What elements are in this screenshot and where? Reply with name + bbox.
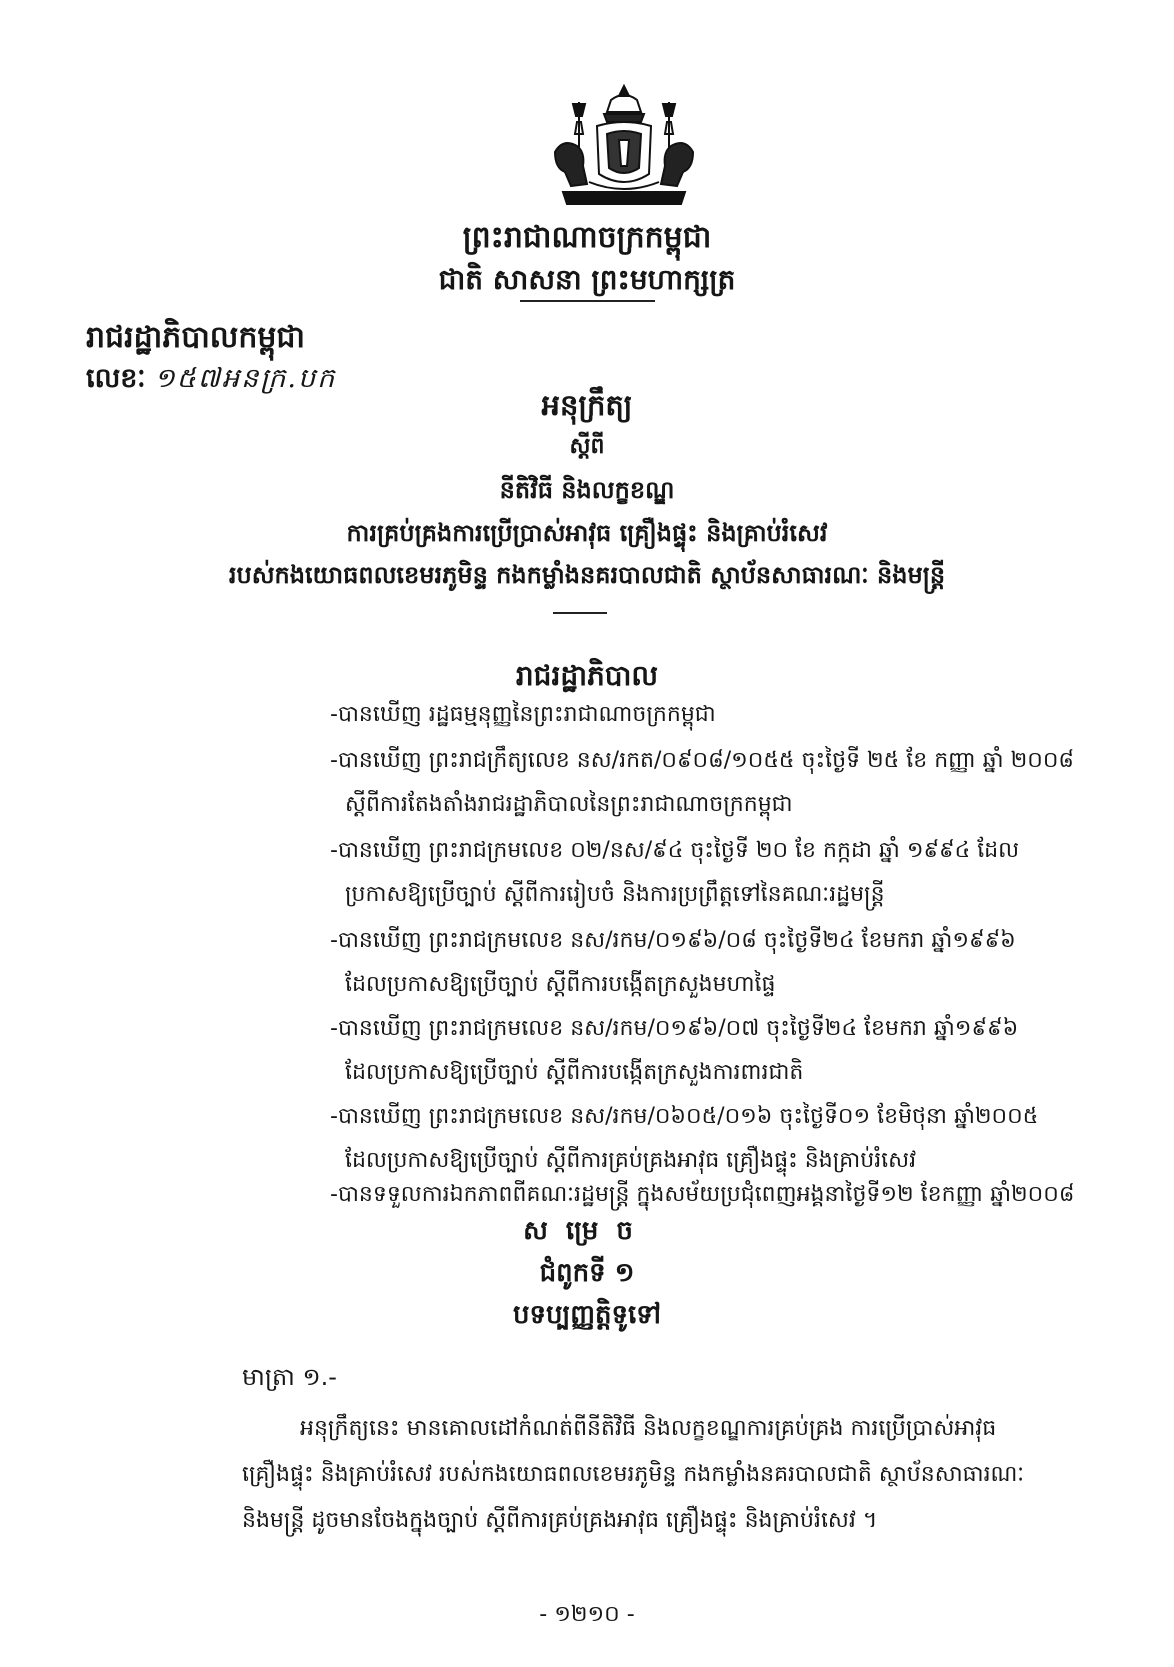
title-line-2: ការគ្រប់គ្រងការប្រើប្រាស់អាវុធ គ្រឿងផ្ទុះ និងគ្រាប់រំសេវ: [346, 519, 828, 547]
chapter-heading: ជំពូកទី ១: [539, 1258, 635, 1288]
page-number: - ១២១០ -: [539, 1602, 635, 1627]
recital-line: -បានឃើញ ព្រះរាជក្រមលេខ ០២/នស/៩៤ ចុះថ្ងៃទី ២០ ខែ កក្កដា ឆ្នាំ ១៩៩៤ ដែល: [330, 838, 1020, 863]
article-body-line: គ្រឿងផ្ទុះ និងគ្រាប់រំសេវ របស់កងយោធពលខេមរភូមិន្ទ កងកម្លាំងនគរបាលជាតិ ស្ថាប័នសាធារណៈ: [242, 1462, 1025, 1487]
document-type: អនុក្រឹត្យ: [541, 388, 633, 422]
number-value: ១៥៧អនក្រ.បក: [154, 363, 337, 394]
article-body-line: និងមន្ត្រី ដូចមានចែងក្នុងច្បាប់ ស្តីពីការគ្រប់គ្រងអាវុធ គ្រឿងផ្ទុះ និងគ្រាប់រំសេវ ។: [242, 1508, 878, 1533]
recital-line: ស្តីពីការតែងតាំងរាជរដ្ឋាភិបាលនៃព្រះរាជាណាចក្រកម្ពុជា: [345, 792, 793, 817]
article-heading: មាត្រា ១.-: [242, 1363, 337, 1391]
recital-line: ដែលប្រកាសឱ្យប្រើច្បាប់ ស្តីពីការបង្កើតក្រសួងការពារជាតិ: [345, 1060, 804, 1085]
recital-line: -បានឃើញ រដ្ឋធម្មនុញ្ញនៃព្រះរាជាណាចក្រកម្ពុជា: [330, 702, 716, 727]
recital-line: -បានឃើញ ព្រះរាជក្រមលេខ នស/រកម/០១៩៦/០៨ ចុះថ្ងៃទី២៤ ខែមករា ឆ្នាំ១៩៩៦: [330, 928, 1016, 953]
header-divider: [520, 300, 655, 302]
title-divider: [553, 612, 607, 614]
recital-line: -បានឃើញ ព្រះរាជក្រមលេខ នស/រកម/០១៩៦/០៧ ចុះថ្ងៃទី២៤ ខែមករា ឆ្នាំ១៩៩៦: [330, 1016, 1019, 1041]
about-label: ស្តីពី: [569, 434, 605, 459]
recital-line: ប្រកាសឱ្យប្រើច្បាប់ ស្តីពីការរៀបចំ និងការប្រព្រឹត្តទៅនៃគណៈរដ្ឋមន្ត្រី: [345, 882, 885, 907]
government-heading: រាជរដ្ឋាភិបាល: [515, 659, 659, 692]
article-body-line: អនុក្រឹត្យនេះ មានគោលដៅកំណត់ពីនីតិវិធី និងលក្ខខណ្ឌការគ្រប់គ្រង ការប្រើប្រាស់អាវុធ: [300, 1416, 997, 1441]
kingdom-name: ព្រះរាជាណាចក្រកម្ពុជា: [462, 220, 712, 255]
royal-coat-of-arms-icon: [549, 82, 699, 212]
recital-line: ដែលប្រកាសឱ្យប្រើច្បាប់ ស្តីពីការគ្រប់គ្រងអាវុធ គ្រឿងផ្ទុះ និងគ្រាប់រំសេវ: [345, 1148, 917, 1173]
recital-line: -បានឃើញ ព្រះរាជក្រមលេខ នស/រកម/០៦០៥/០១៦ ចុះថ្ងៃទី០១ ខែមិថុនា ឆ្នាំ២០០៥: [330, 1104, 1039, 1129]
decision-heading: សម្រេច: [523, 1216, 651, 1246]
recital-line: ដែលប្រកាសឱ្យប្រើច្បាប់ ស្តីពីការបង្កើតក្រសួងមហាផ្ទៃ: [345, 972, 776, 997]
recital-line: -បានឃើញ ព្រះរាជក្រឹត្យលេខ នស/រកត/០៩០៨/១០៥៥ ចុះថ្ងៃទី ២៥ ខែ កញ្ញា ឆ្នាំ ២០០៨: [330, 748, 1074, 773]
issuing-government: រាជរដ្ឋាភិបាលកម្ពុជា: [86, 320, 305, 355]
title-line-1: នីតិវិធី និងលក្ខខណ្ឌ: [499, 476, 675, 504]
title-line-3: របស់កងយោធពលខេមរភូមិន្ទ កងកម្លាំងនគរបាលជាតិ ស្ថាប័នសាធារណៈ និងមន្ត្រី: [228, 561, 946, 589]
national-motto: ជាតិ សាសនា ព្រះមហាក្សត្រ: [438, 263, 736, 296]
recital-line: -បានទទួលការឯកភាពពីគណៈរដ្ឋមន្ត្រី ក្នុងសម័យប្រជុំពេញអង្គនាថ្ងៃទី១២ ខែកញ្ញា ឆ្នាំ២០០៨: [330, 1182, 1075, 1207]
chapter-title: បទប្បញ្ញត្តិទូទៅ: [512, 1300, 662, 1330]
number-label: លេខៈ: [86, 363, 146, 394]
